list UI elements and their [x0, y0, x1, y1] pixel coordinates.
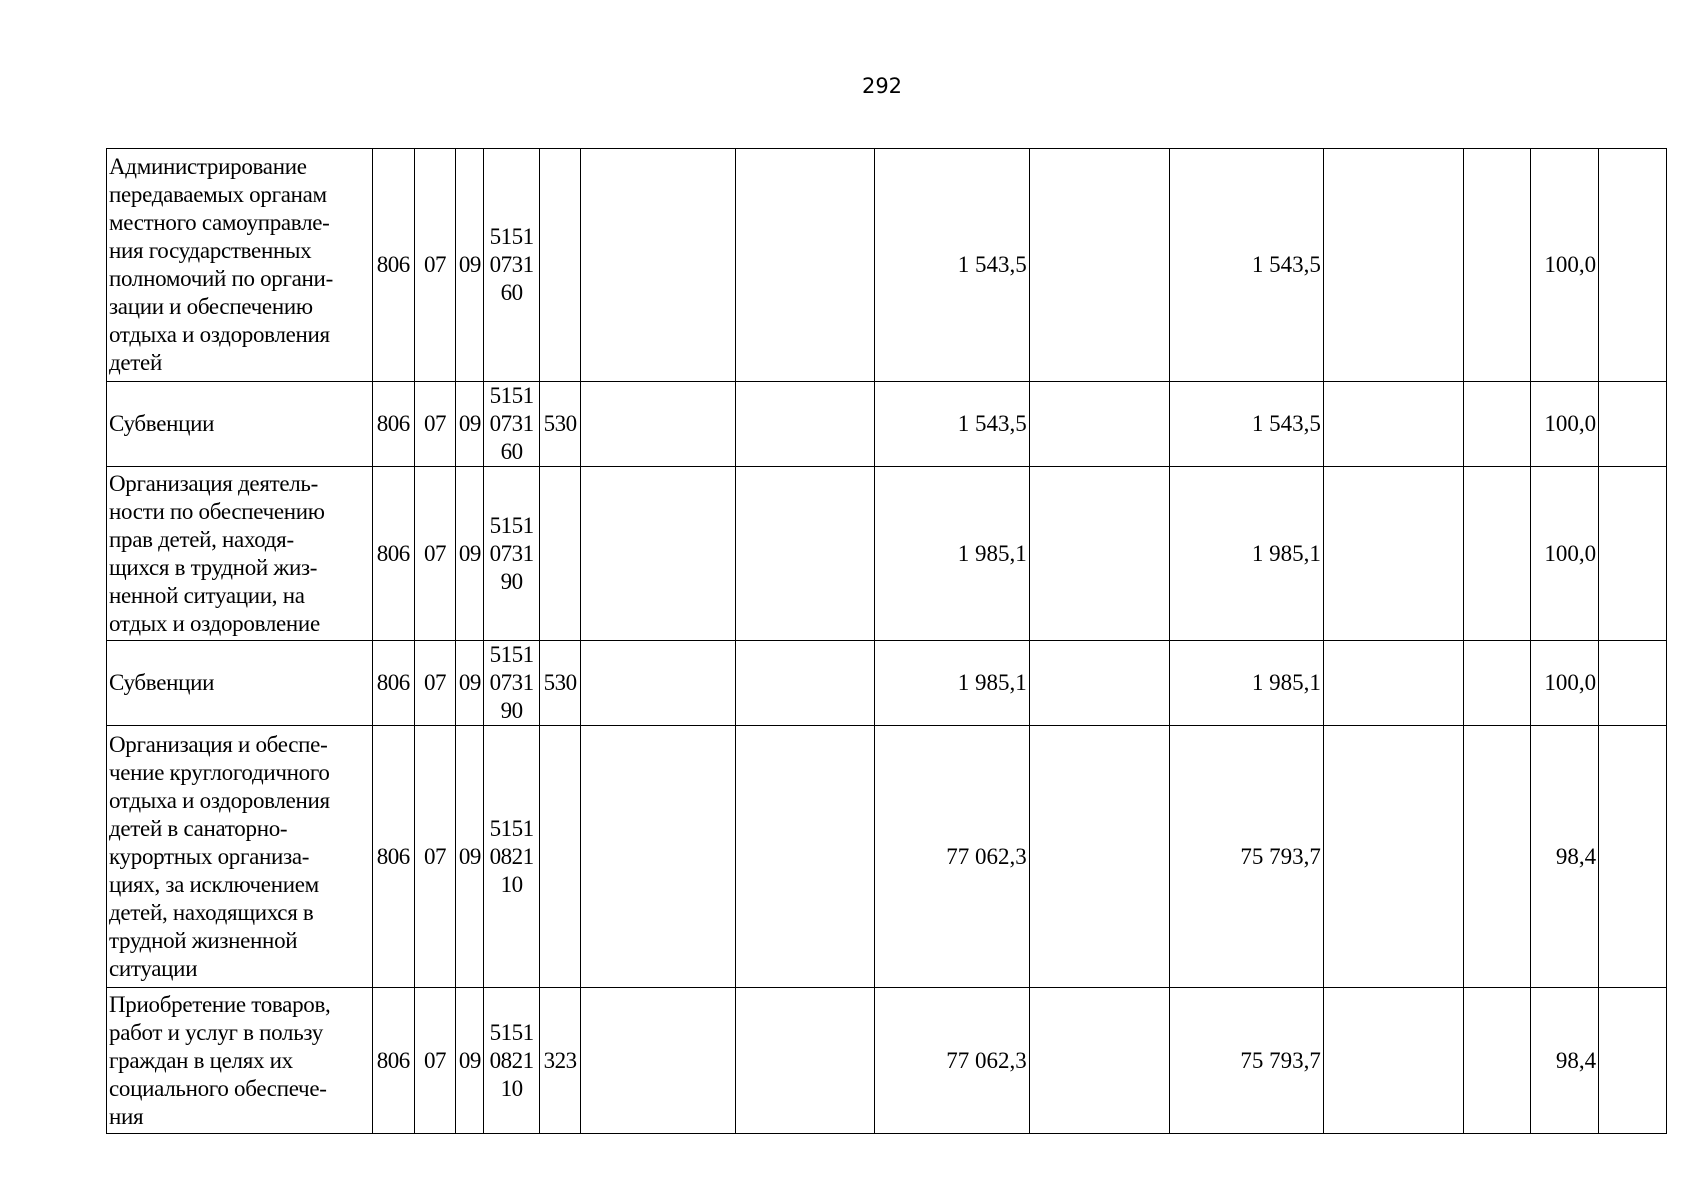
empty-cell	[1599, 382, 1667, 467]
empty-cell	[1323, 988, 1463, 1134]
executed-amount-cell: 1 985,1	[1169, 467, 1323, 641]
empty-cell	[1463, 382, 1531, 467]
section-code-cell: 07	[414, 641, 456, 726]
empty-cell	[1599, 467, 1667, 641]
row-name-line: Организация деятель-	[109, 470, 318, 496]
empty-cell	[581, 988, 735, 1134]
row-name-line: отдыха и оздоровления	[109, 787, 330, 813]
row-name-line: детей, находящихся в	[109, 899, 314, 925]
percent-cell: 100,0	[1531, 467, 1599, 641]
target-article-cell	[484, 382, 539, 467]
empty-cell	[1029, 467, 1169, 641]
table-row	[107, 149, 1667, 382]
target-article-line: 5151	[489, 642, 534, 667]
table-body	[107, 149, 1667, 1134]
expense-type-cell	[539, 726, 581, 988]
section-code-cell: 07	[414, 149, 456, 382]
table-row	[107, 467, 1667, 641]
target-article-line: 0821	[489, 843, 534, 869]
target-article-line: 0731	[489, 411, 534, 436]
empty-cell	[1029, 641, 1169, 726]
row-name-cell	[107, 149, 373, 382]
executed-amount-cell: 75 793,7	[1169, 726, 1323, 988]
row-name-cell	[107, 641, 373, 726]
empty-cell	[581, 149, 735, 382]
empty-cell	[1323, 467, 1463, 641]
row-name-line: прав детей, находя-	[109, 526, 294, 552]
row-name-line: трудной жизненной	[109, 927, 298, 953]
row-name-line: ния государственных	[109, 238, 312, 263]
subsection-code-cell: 09	[456, 149, 484, 382]
ved-code-cell: 806	[372, 988, 414, 1134]
row-name-line: Приобретение товаров,	[109, 991, 331, 1017]
section-code-cell: 07	[414, 988, 456, 1134]
empty-cell	[1463, 726, 1531, 988]
empty-cell	[735, 641, 875, 726]
empty-cell	[1463, 641, 1531, 726]
empty-cell	[1029, 988, 1169, 1134]
empty-cell	[735, 382, 875, 467]
empty-cell	[1599, 726, 1667, 988]
target-article-line: 60	[500, 280, 523, 305]
target-article-cell	[484, 988, 539, 1134]
row-name-line: циях, за исключением	[109, 871, 319, 897]
approved-amount-cell: 1 543,5	[875, 149, 1029, 382]
empty-cell	[1599, 149, 1667, 382]
approved-amount-cell: 77 062,3	[875, 726, 1029, 988]
row-name-cell	[107, 382, 373, 467]
row-name-cell	[107, 467, 373, 641]
target-article-line: 10	[500, 871, 523, 897]
subsection-code-cell: 09	[456, 467, 484, 641]
row-name-line: социального обеспече-	[109, 1075, 327, 1101]
row-name-line: Администрирование	[109, 154, 307, 179]
table-row	[107, 988, 1667, 1134]
empty-cell	[1323, 382, 1463, 467]
subsection-code-cell: 09	[456, 382, 484, 467]
expense-type-cell	[539, 149, 581, 382]
subsection-code-cell: 09	[456, 641, 484, 726]
empty-cell	[735, 988, 875, 1134]
row-name-line: ситуации	[109, 955, 198, 981]
row-name-line: детей в санаторно-	[109, 815, 288, 841]
executed-amount-cell: 75 793,7	[1169, 988, 1323, 1134]
target-article-line: 90	[500, 698, 523, 723]
target-article-cell	[484, 726, 539, 988]
table-row	[107, 641, 1667, 726]
expense-type-cell: 323	[539, 988, 581, 1134]
empty-cell	[1323, 726, 1463, 988]
empty-cell	[1323, 149, 1463, 382]
percent-cell: 100,0	[1531, 382, 1599, 467]
table-row	[107, 726, 1667, 988]
page-number: 292	[861, 74, 903, 98]
empty-cell	[581, 726, 735, 988]
target-article-line: 5151	[489, 815, 534, 841]
subsection-code-cell: 09	[456, 988, 484, 1134]
row-name-line: ненной ситуации, на	[109, 582, 305, 608]
ved-code-cell: 806	[372, 382, 414, 467]
approved-amount-cell: 1 543,5	[875, 382, 1029, 467]
empty-cell	[1463, 988, 1531, 1134]
ved-code-cell: 806	[372, 467, 414, 641]
approved-amount-cell: 1 985,1	[875, 641, 1029, 726]
section-code-cell: 07	[414, 467, 456, 641]
empty-cell	[581, 467, 735, 641]
row-name-line: Организация и обеспе-	[109, 731, 328, 757]
empty-cell	[581, 382, 735, 467]
target-article-line: 5151	[489, 224, 534, 249]
table-row	[107, 382, 1667, 467]
empty-cell	[735, 149, 875, 382]
target-article-cell	[484, 149, 539, 382]
row-name-line: Субвенции	[109, 411, 215, 436]
empty-cell	[1599, 988, 1667, 1134]
approved-amount-cell: 77 062,3	[875, 988, 1029, 1134]
row-name-line: полномочий по органи-	[109, 266, 333, 291]
row-name-line: зации и обеспечению	[109, 294, 313, 319]
percent-cell: 98,4	[1531, 988, 1599, 1134]
expense-type-cell: 530	[539, 641, 581, 726]
target-article-line: 90	[500, 568, 523, 594]
empty-cell	[581, 641, 735, 726]
target-article-line: 0731	[489, 252, 534, 277]
target-article-line: 60	[500, 439, 523, 464]
row-name-cell	[107, 988, 373, 1134]
row-name-line: отдыха и оздоровления	[109, 322, 330, 347]
empty-cell	[735, 467, 875, 641]
row-name-line: детей	[109, 350, 162, 375]
target-article-line: 0731	[489, 670, 534, 695]
empty-cell	[1029, 382, 1169, 467]
row-name-line: отдых и оздоровление	[109, 610, 320, 636]
percent-cell: 98,4	[1531, 726, 1599, 988]
executed-amount-cell: 1 985,1	[1169, 641, 1323, 726]
target-article-line: 5151	[489, 383, 534, 408]
executed-amount-cell: 1 543,5	[1169, 149, 1323, 382]
target-article-cell	[484, 467, 539, 641]
target-article-line: 10	[500, 1075, 523, 1101]
target-article-cell	[484, 641, 539, 726]
percent-cell: 100,0	[1531, 149, 1599, 382]
budget-table	[106, 148, 1667, 1134]
row-name-line: Субвенции	[109, 670, 215, 695]
target-article-line: 0821	[489, 1047, 534, 1073]
expense-type-cell: 530	[539, 382, 581, 467]
section-code-cell: 07	[414, 382, 456, 467]
subsection-code-cell: 09	[456, 726, 484, 988]
row-name-line: передаваемых органам	[109, 182, 327, 207]
row-name-line: курортных организа-	[109, 843, 310, 869]
target-article-line: 0731	[489, 540, 534, 566]
row-name-line: работ и услуг в пользу	[109, 1019, 323, 1045]
row-name-line: ния	[109, 1103, 144, 1129]
row-name-line: местного самоуправле-	[109, 210, 330, 235]
ved-code-cell: 806	[372, 641, 414, 726]
ved-code-cell: 806	[372, 726, 414, 988]
empty-cell	[735, 726, 875, 988]
approved-amount-cell: 1 985,1	[875, 467, 1029, 641]
percent-cell: 100,0	[1531, 641, 1599, 726]
section-code-cell: 07	[414, 726, 456, 988]
target-article-line: 5151	[489, 1019, 534, 1045]
row-name-line: щихся в трудной жиз-	[109, 554, 318, 580]
executed-amount-cell: 1 543,5	[1169, 382, 1323, 467]
target-article-line: 5151	[489, 512, 534, 538]
empty-cell	[1029, 149, 1169, 382]
row-name-line: граждан в целях их	[109, 1047, 293, 1073]
ved-code-cell: 806	[372, 149, 414, 382]
empty-cell	[1463, 467, 1531, 641]
empty-cell	[1323, 641, 1463, 726]
empty-cell	[1029, 726, 1169, 988]
row-name-line: ности по обеспечению	[109, 498, 325, 524]
row-name-cell	[107, 726, 373, 988]
expense-type-cell	[539, 467, 581, 641]
empty-cell	[1463, 149, 1531, 382]
row-name-line: чение круглогодичного	[109, 759, 330, 785]
empty-cell	[1599, 641, 1667, 726]
